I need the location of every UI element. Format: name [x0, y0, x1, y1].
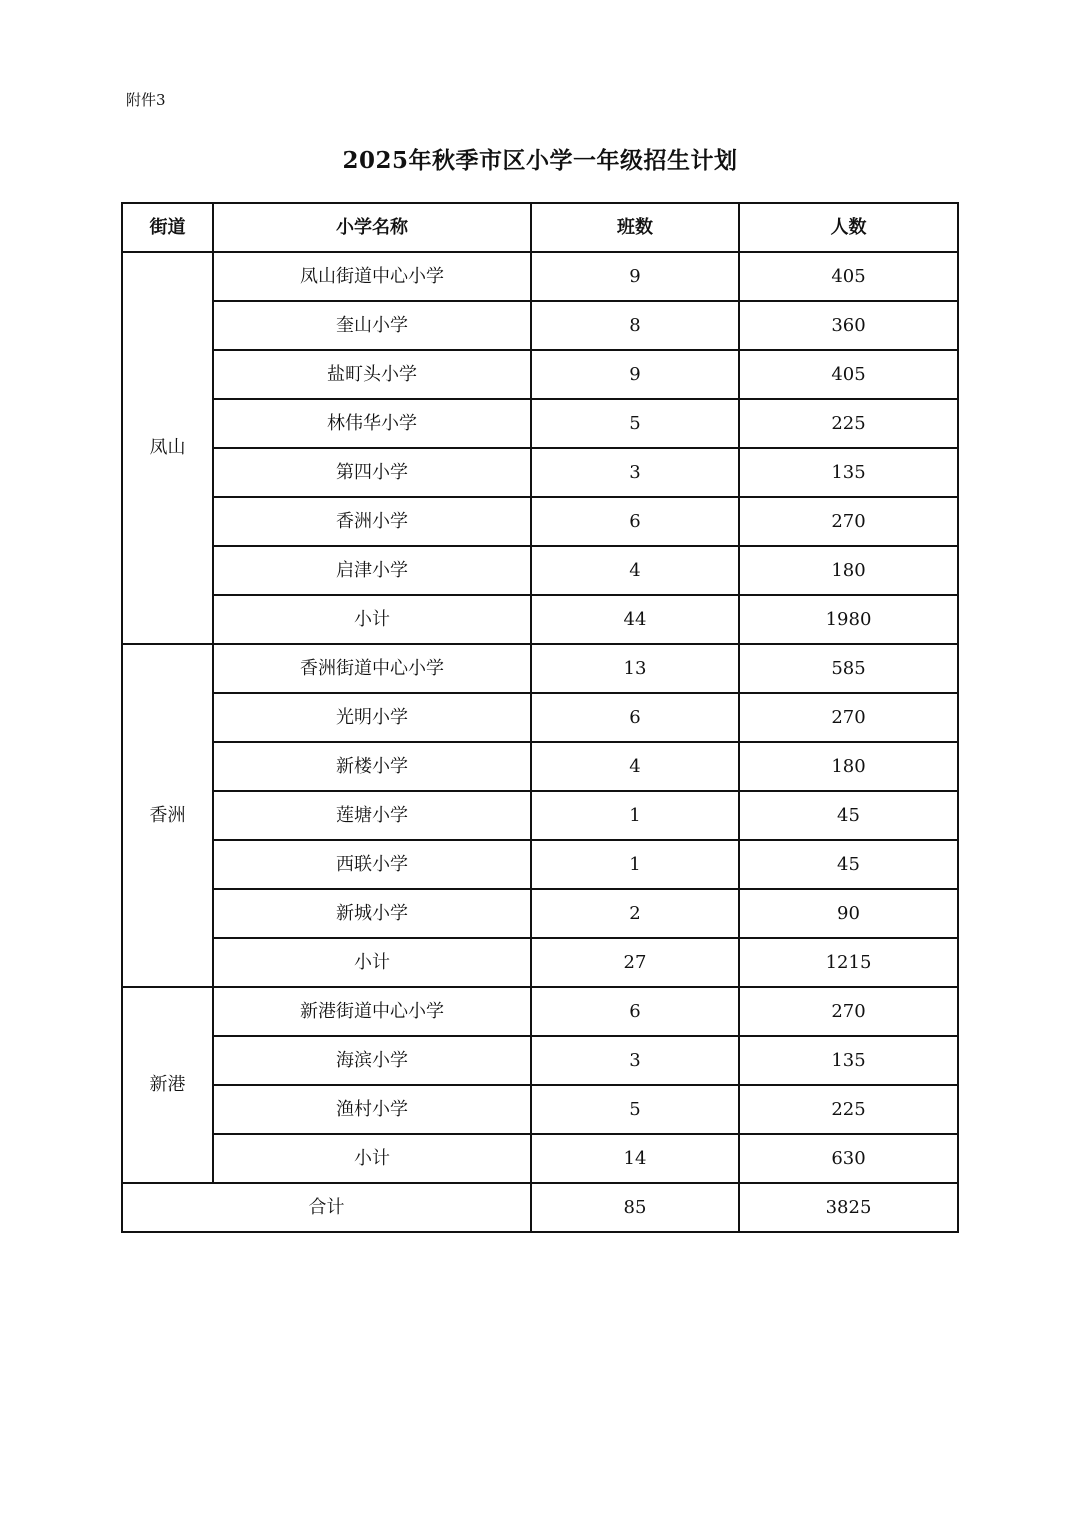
school-name: 光明小学	[213, 693, 531, 742]
subtotal-students: 1215	[739, 938, 958, 987]
table-header-row	[122, 203, 958, 252]
school-students: 180	[739, 546, 958, 595]
school-students: 45	[739, 840, 958, 889]
school-students: 585	[739, 644, 958, 693]
table-row	[122, 644, 958, 693]
school-name: 香洲街道中心小学	[213, 644, 531, 693]
school-name: 第四小学	[213, 448, 531, 497]
school-name: 西联小学	[213, 840, 531, 889]
district-cell-xingang: 新港	[122, 987, 213, 1183]
subtotal-row-xingang	[122, 1134, 958, 1183]
school-classes: 6	[531, 693, 739, 742]
district-cell-fengshan: 凤山	[122, 252, 213, 644]
column-header-school: 小学名称	[213, 203, 531, 252]
attachment-label: 附件3	[126, 91, 166, 109]
subtotal-students: 1980	[739, 595, 958, 644]
school-name: 莲塘小学	[213, 791, 531, 840]
table-row	[122, 840, 958, 889]
school-name: 海滨小学	[213, 1036, 531, 1085]
subtotal-label: 小计	[213, 938, 531, 987]
school-students: 360	[739, 301, 958, 350]
table-row	[122, 1085, 958, 1134]
school-classes: 9	[531, 350, 739, 399]
school-name: 新城小学	[213, 889, 531, 938]
table-row	[122, 399, 958, 448]
school-classes: 1	[531, 791, 739, 840]
column-header-students: 人数	[739, 203, 958, 252]
table-row	[122, 987, 958, 1036]
school-name: 新港街道中心小学	[213, 987, 531, 1036]
table-row	[122, 791, 958, 840]
school-students: 270	[739, 497, 958, 546]
school-classes: 3	[531, 1036, 739, 1085]
school-name: 新楼小学	[213, 742, 531, 791]
table-row	[122, 301, 958, 350]
total-row	[122, 1183, 958, 1232]
subtotal-classes: 44	[531, 595, 739, 644]
subtotal-label: 小计	[213, 595, 531, 644]
school-classes: 8	[531, 301, 739, 350]
table-row	[122, 497, 958, 546]
total-students: 3825	[739, 1183, 958, 1232]
table-row	[122, 350, 958, 399]
school-students: 135	[739, 1036, 958, 1085]
subtotal-row-fengshan	[122, 595, 958, 644]
school-students: 135	[739, 448, 958, 497]
table-row	[122, 693, 958, 742]
subtotal-classes: 14	[531, 1134, 739, 1183]
table-row	[122, 546, 958, 595]
school-classes: 4	[531, 742, 739, 791]
total-label: 合计	[122, 1183, 531, 1232]
table-row	[122, 448, 958, 497]
school-students: 90	[739, 889, 958, 938]
school-name: 凤山街道中心小学	[213, 252, 531, 301]
subtotal-label: 小计	[213, 1134, 531, 1183]
school-classes: 6	[531, 497, 739, 546]
school-students: 270	[739, 693, 958, 742]
school-name: 奎山小学	[213, 301, 531, 350]
school-students: 225	[739, 1085, 958, 1134]
column-header-classes: 班数	[531, 203, 739, 252]
school-classes: 3	[531, 448, 739, 497]
school-classes: 1	[531, 840, 739, 889]
school-name: 林伟华小学	[213, 399, 531, 448]
school-students: 45	[739, 791, 958, 840]
school-name: 盐町头小学	[213, 350, 531, 399]
school-classes: 5	[531, 1085, 739, 1134]
school-name: 渔村小学	[213, 1085, 531, 1134]
school-students: 180	[739, 742, 958, 791]
school-students: 405	[739, 350, 958, 399]
school-classes: 5	[531, 399, 739, 448]
enrollment-plan-table	[121, 202, 959, 1233]
school-classes: 13	[531, 644, 739, 693]
school-students: 405	[739, 252, 958, 301]
school-classes: 6	[531, 987, 739, 1036]
page-title: 2025年秋季市区小学一年级招生计划	[342, 147, 738, 174]
school-students: 225	[739, 399, 958, 448]
table-row	[122, 1036, 958, 1085]
district-cell-xiangzhou: 香洲	[122, 644, 213, 987]
table-row	[122, 889, 958, 938]
subtotal-row-xiangzhou	[122, 938, 958, 987]
column-header-district: 街道	[122, 203, 213, 252]
table-row	[122, 252, 958, 301]
school-name: 启津小学	[213, 546, 531, 595]
school-classes: 4	[531, 546, 739, 595]
subtotal-classes: 27	[531, 938, 739, 987]
total-classes: 85	[531, 1183, 739, 1232]
school-classes: 2	[531, 889, 739, 938]
school-students: 270	[739, 987, 958, 1036]
school-classes: 9	[531, 252, 739, 301]
table-row	[122, 742, 958, 791]
school-name: 香洲小学	[213, 497, 531, 546]
subtotal-students: 630	[739, 1134, 958, 1183]
